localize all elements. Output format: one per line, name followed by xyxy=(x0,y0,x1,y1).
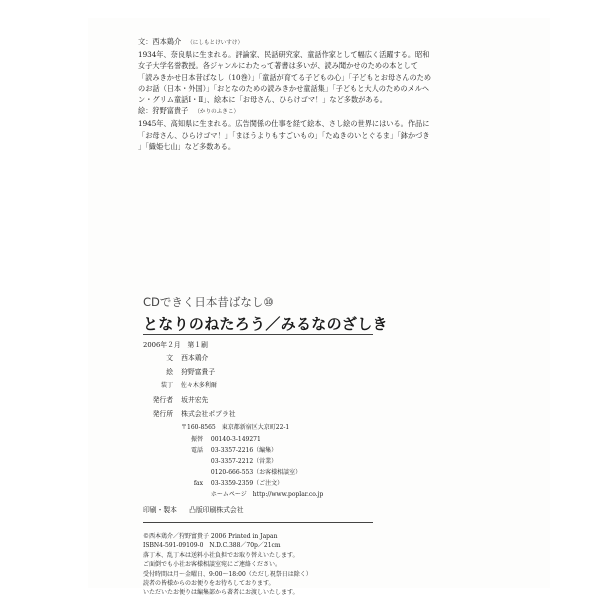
printer-row xyxy=(143,505,244,515)
legal-line: 受付時間は月～金曜日、9:00～18:00（ただし祝祭日は除く） xyxy=(143,570,312,578)
illustrator-reading: （かりのふきこ） xyxy=(194,109,240,116)
credit-label: 文 xyxy=(166,354,173,362)
contact-row xyxy=(181,446,277,456)
copyright-line: ©西本鶏介／狩野富貴子 2006 Printed in Japan xyxy=(143,533,278,540)
printer-value: 凸版印刷株式会社 xyxy=(189,506,244,514)
homepage-text: ホームページ http://www.poplar.co.jp xyxy=(210,491,324,498)
author-bio-line: ン・グリム童話Ⅰ・Ⅱ」、絵本に「お母さん、ひらけゴマ！」など多数がある。 xyxy=(138,95,387,105)
publisher-address: 〒160-8565 東京都新宿区大京町22-1 xyxy=(181,424,290,431)
contact-label: 電話 xyxy=(190,447,203,454)
credit-row xyxy=(143,409,236,419)
book-page xyxy=(88,18,550,597)
author-reading: （にしもとけいすけ） xyxy=(187,40,244,46)
credit-label: 絵 xyxy=(166,368,173,376)
legal-line: いただいたお便りは編集部から著者にお渡しいたします。 xyxy=(143,589,299,597)
credit-value: 西本鶏介 xyxy=(181,354,209,362)
legal-line: 読者の皆様からのお便りをお待ちしております。 xyxy=(143,580,275,588)
illustrator-bio-line: 1945年、高知県に生まれる。広告関係の仕事を経て絵本、さし絵の世界にはいる。作品に xyxy=(138,119,430,129)
contact-row xyxy=(181,457,277,467)
isbn-line: ISBN4-591-09109-0 N.D.C.388／70p／21cm xyxy=(143,542,281,550)
credit-label: 発行所 xyxy=(152,410,173,418)
author-bio-section xyxy=(138,36,468,152)
series-title: CDできく日本昔ばなし⑩ xyxy=(143,295,274,309)
credit-value: 狩野富貴子 xyxy=(181,368,216,376)
contact-row xyxy=(181,468,301,478)
contact-label: fax xyxy=(193,480,203,487)
contact-label: 振替 xyxy=(190,436,203,443)
author-bio-line: 女子大学名誉教授。各ジャンルにわたって著書は多いが、読み聞かせのための本として xyxy=(138,61,418,71)
author-bio-line: 1934年、奈良県に生まれる。評論家、民話研究家、童話作家として幅広く活躍する。昭和 xyxy=(138,50,430,60)
contact-value: 00140-3-149271 xyxy=(210,436,261,443)
illustrator-label: 絵：狩野富貴子 xyxy=(138,106,189,116)
book-title: となりのねたろう／みるなのざしき xyxy=(143,315,388,333)
contact-value: 03-3357-2212（営業） xyxy=(210,458,278,465)
author-label: 文：西本鶏介 xyxy=(138,37,182,46)
colophon-bottom-divider xyxy=(143,522,373,523)
illustrator-bio-line: 」「織姫七山」など多数ある。 xyxy=(138,141,236,151)
author-bio-line: のお話（日本・外国）」「おとなのための読みきかせ童話集」「子どもと大人のためのメルヘ xyxy=(138,83,430,93)
credit-row xyxy=(143,367,215,377)
contact-value: 03-3359-2359（ご注文） xyxy=(210,480,284,487)
author-bio-line: 「読みきかせ日本昔ばなし（10巻）」「童話が育てる子どもの心」「子どもとお母さんのため xyxy=(138,72,432,82)
contact-value: 03-3357-2216（編集） xyxy=(210,447,278,454)
credit-value: 坂井宏先 xyxy=(181,396,209,404)
credit-value: 株式会社ポプラ社 xyxy=(181,410,236,418)
legal-line: ご面倒でも小社お客様相談室宛にご連絡ください。 xyxy=(143,561,282,569)
credit-row xyxy=(143,353,208,363)
contact-row xyxy=(181,490,323,500)
legal-notice xyxy=(143,532,373,598)
illustrator-bio-line: 「お母さん、ひらけゴマ！」「まほうよりもすごいもの」「たぬきのいとぐるま」「鉢かづき xyxy=(138,130,430,140)
credit-value: 佐々木多利爾 xyxy=(180,382,217,389)
credit-row xyxy=(143,381,217,391)
contact-value: 0120-666-553（お客様相談室） xyxy=(210,469,302,476)
author-heading xyxy=(138,36,468,49)
edition-line: 2006年２月 第１刷 xyxy=(143,341,208,349)
illustrator-heading xyxy=(138,105,468,118)
contact-row xyxy=(181,435,261,445)
legal-line: 落丁本、乱丁本は送料小社負担でお取り替えいたします。 xyxy=(143,551,299,559)
credit-row xyxy=(143,395,208,405)
credit-label: 装丁 xyxy=(160,382,173,389)
printer-label: 印刷・製本 xyxy=(143,506,177,514)
contact-row xyxy=(181,479,283,489)
title-divider xyxy=(143,334,373,335)
credit-label: 発行者 xyxy=(152,396,173,404)
